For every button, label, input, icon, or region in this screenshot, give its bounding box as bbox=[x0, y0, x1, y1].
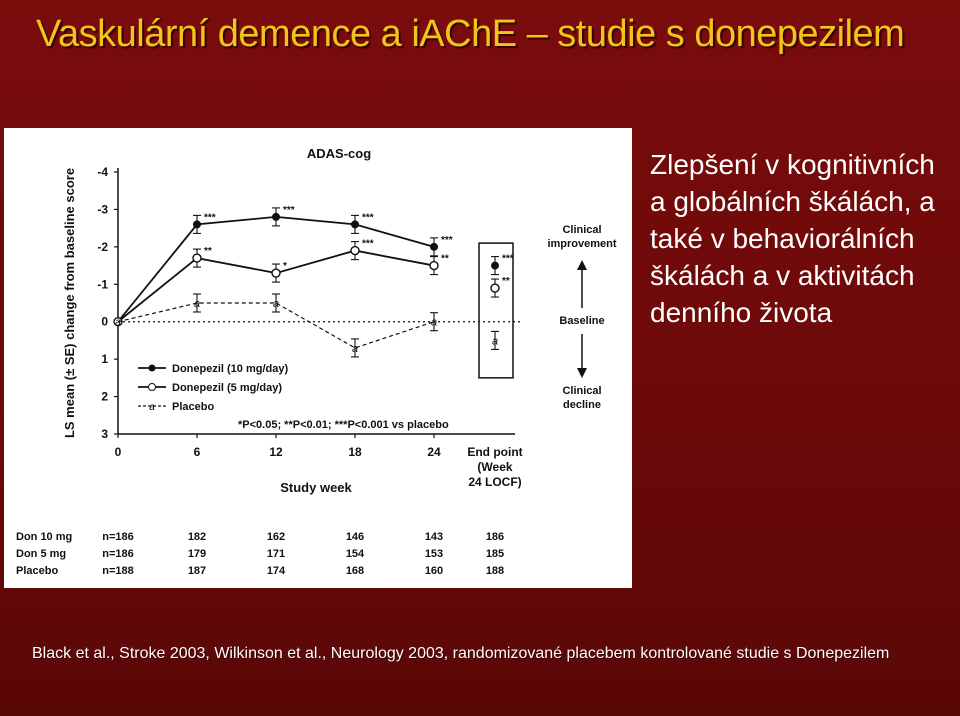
table-cell: 143 bbox=[424, 531, 444, 543]
decline-arrowhead bbox=[577, 368, 587, 378]
citation: Black et al., Stroke 2003, Wilkinson et al., Neurology 2003, randomizované placebem kontrolované studie s Donepezilem bbox=[32, 645, 890, 662]
chart-figure bbox=[4, 128, 632, 588]
table-cell: 185 bbox=[485, 548, 505, 560]
clinical-decline-label: Clinical bbox=[562, 385, 602, 397]
data-point bbox=[193, 254, 201, 262]
x-tick-label: 18 bbox=[348, 445, 362, 459]
data-point: a bbox=[491, 335, 499, 348]
y-tick-label: 2 bbox=[101, 389, 108, 404]
y-tick-label: -4 bbox=[97, 165, 108, 179]
y-tick-label: -3 bbox=[97, 202, 108, 217]
table-n: n=186 bbox=[102, 548, 134, 560]
x-tick-label: 12 bbox=[269, 445, 283, 459]
legend-marker bbox=[149, 365, 156, 372]
clinical-decline-label: decline bbox=[563, 399, 601, 411]
series-lines bbox=[114, 205, 514, 357]
y-tick-label: -1 bbox=[97, 277, 108, 292]
y-tick-label: 1 bbox=[101, 352, 108, 367]
legend-entry: Placebo bbox=[172, 401, 215, 413]
axes-group bbox=[97, 165, 522, 495]
significance-label: *** bbox=[362, 238, 374, 250]
x-tick-label: 0 bbox=[114, 445, 122, 459]
data-point bbox=[193, 220, 201, 228]
legend-marker: a bbox=[149, 402, 155, 413]
table-cell: 146 bbox=[345, 531, 365, 543]
table-cell: 168 bbox=[345, 565, 365, 577]
table-cell: 160 bbox=[424, 565, 444, 577]
data-point: a bbox=[114, 316, 122, 329]
table-cell: 171 bbox=[266, 548, 286, 560]
table-cell: 187 bbox=[187, 565, 207, 577]
endpoint-label: End point bbox=[467, 445, 523, 459]
table-row-label: Placebo bbox=[16, 565, 59, 577]
x-tick-label: 6 bbox=[193, 445, 201, 459]
data-point bbox=[430, 262, 438, 270]
baseline-label: Baseline bbox=[559, 315, 605, 327]
table-cell: 179 bbox=[187, 548, 207, 560]
data-point bbox=[430, 243, 438, 251]
x-tick-label: 24 bbox=[427, 445, 441, 459]
table-n: n=188 bbox=[102, 565, 134, 577]
significance-label: *** bbox=[441, 234, 453, 246]
data-point bbox=[491, 262, 499, 270]
adas-cog-chart bbox=[4, 128, 632, 588]
y-tick-label: 0 bbox=[101, 314, 108, 329]
endpoint-label: 24 LOCF) bbox=[468, 475, 522, 489]
table-cell: 154 bbox=[345, 548, 365, 560]
legend-marker bbox=[149, 384, 156, 391]
legend-entry: Donepezil (5 mg/day) bbox=[172, 382, 283, 394]
y-tick-label: 3 bbox=[101, 427, 108, 441]
data-point bbox=[491, 284, 499, 292]
table-cell: 153 bbox=[424, 548, 444, 560]
table-n: n=186 bbox=[102, 531, 134, 543]
data-point bbox=[351, 220, 359, 228]
improvement-arrowhead bbox=[577, 260, 587, 270]
data-point bbox=[272, 213, 280, 221]
significance-label: ** bbox=[502, 276, 510, 288]
table-cell: 182 bbox=[187, 531, 207, 543]
significance-label: *** bbox=[502, 253, 514, 265]
significance-note: *P<0.05; **P<0.01; ***P<0.001 vs placebo bbox=[238, 419, 449, 431]
slide-title: Vaskulární demence a iAChE – studie s donepezilem bbox=[36, 13, 905, 55]
significance-label: * bbox=[283, 261, 287, 273]
table-cell: 174 bbox=[266, 565, 286, 577]
significance-label: *** bbox=[204, 212, 216, 224]
table-cell: 188 bbox=[485, 565, 505, 577]
significance-label: ** bbox=[204, 246, 212, 258]
y-axis-label: LS mean (± SE) change from baseline score bbox=[62, 167, 77, 439]
endpoint-label: (Week bbox=[477, 460, 513, 474]
data-point bbox=[272, 269, 280, 277]
table-row-label: Don 10 mg bbox=[16, 531, 73, 543]
significance-label: ** bbox=[441, 253, 449, 265]
x-axis-label: Study week bbox=[280, 480, 352, 495]
data-point: a bbox=[272, 298, 280, 310]
table-cell: 186 bbox=[485, 531, 505, 543]
data-point: a bbox=[430, 316, 438, 329]
clinical-improvement-label: Clinical bbox=[562, 224, 602, 236]
data-point bbox=[351, 247, 359, 255]
chart-title: ADAS-cog bbox=[306, 146, 372, 161]
legend-entry: Donepezil (10 mg/day) bbox=[172, 363, 289, 375]
legend bbox=[138, 363, 449, 431]
data-point: a bbox=[193, 298, 201, 310]
clinical-labels bbox=[547, 224, 616, 411]
significance-label: *** bbox=[283, 204, 295, 216]
n-table bbox=[16, 531, 504, 577]
table-cell: 162 bbox=[266, 531, 286, 543]
bullet-text: Zlepšení v kognitivních a globálních škálách, a také v behaviorálních škálách a v aktivitách denního života bbox=[650, 149, 935, 328]
clinical-improvement-label: improvement bbox=[547, 238, 617, 250]
y-tick-label: -2 bbox=[97, 239, 108, 254]
significance-label: *** bbox=[362, 212, 374, 224]
table-row-label: Don 5 mg bbox=[16, 548, 67, 560]
data-point: a bbox=[351, 342, 359, 355]
